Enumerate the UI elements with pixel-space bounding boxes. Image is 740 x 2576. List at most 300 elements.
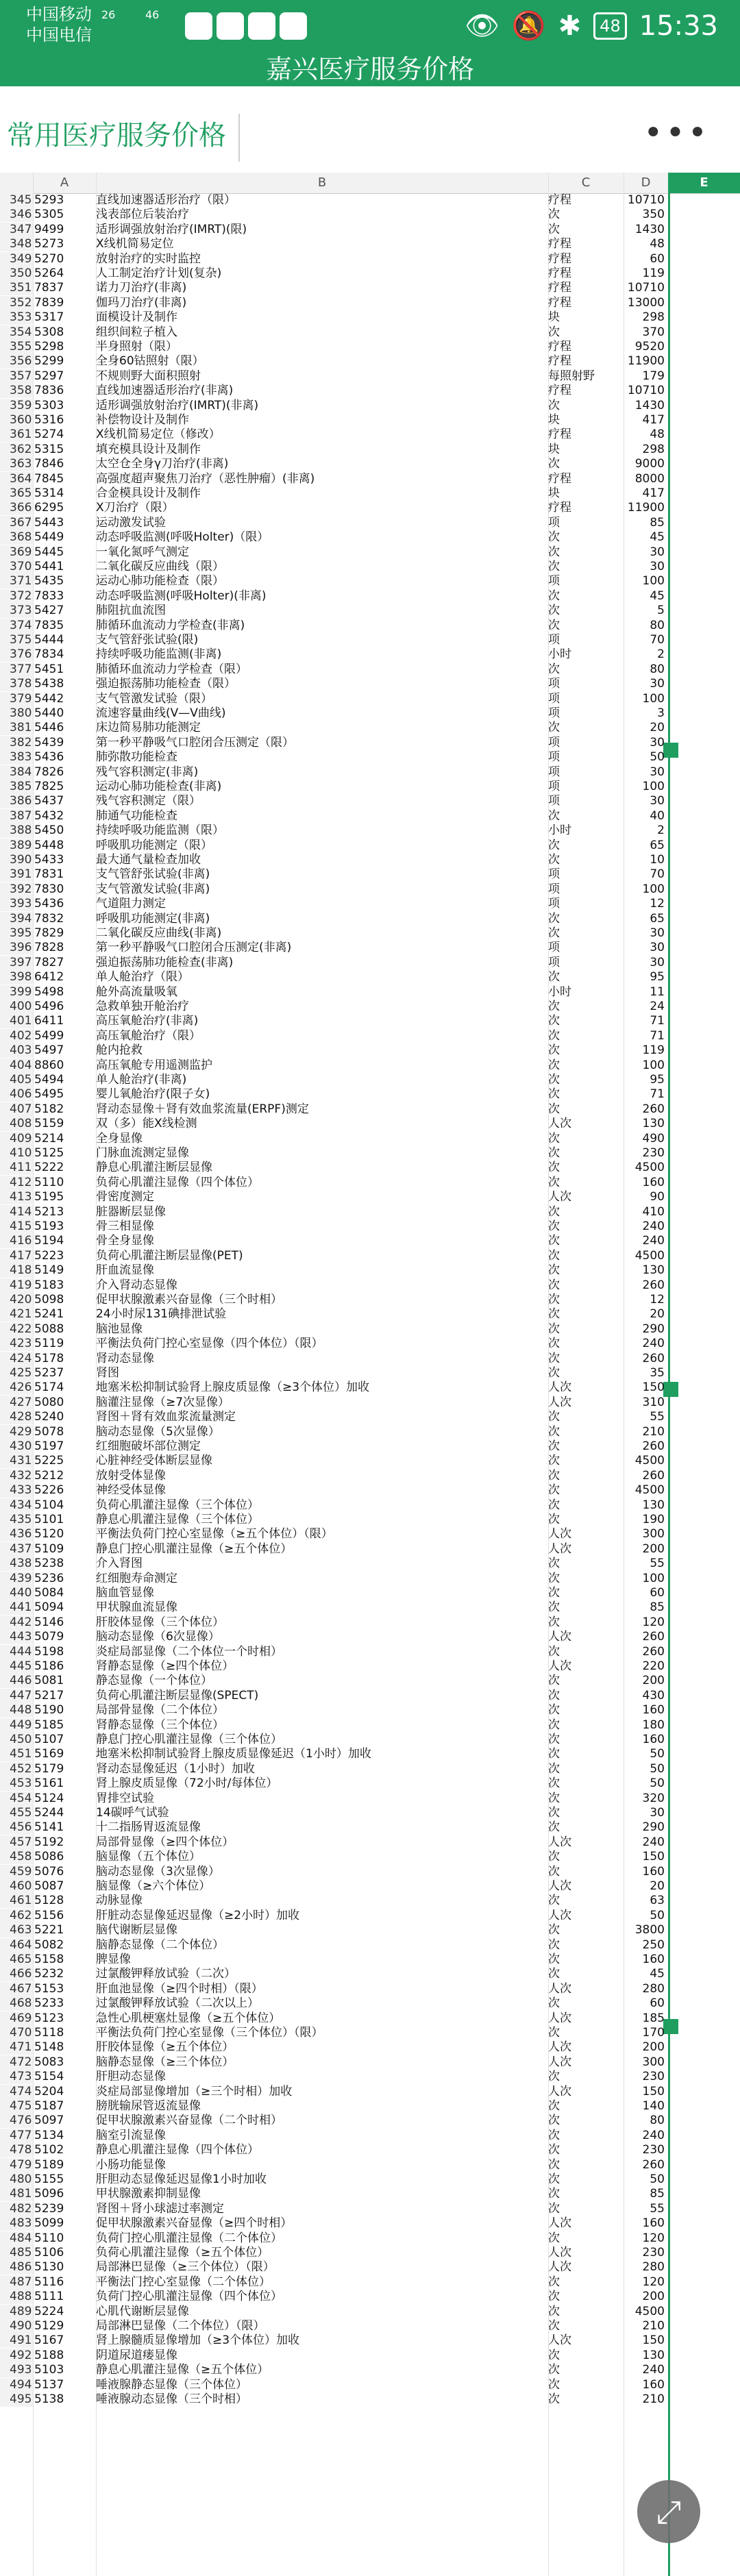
cell-code[interactable]: 5098 bbox=[34, 1293, 64, 1306]
table-row[interactable] bbox=[0, 1645, 740, 1659]
cell-unit[interactable]: 疗程 bbox=[548, 428, 571, 442]
cell-unit[interactable]: 次 bbox=[548, 1087, 560, 1102]
table-row[interactable] bbox=[0, 956, 740, 970]
cell-price[interactable]: 30 bbox=[650, 545, 665, 559]
cell-price[interactable]: 50 bbox=[650, 1776, 665, 1791]
cell-code[interactable]: 5299 bbox=[34, 354, 64, 369]
cell-code[interactable]: 5101 bbox=[34, 1513, 64, 1526]
table-row[interactable] bbox=[0, 1879, 740, 1894]
table-row[interactable] bbox=[0, 1337, 740, 1351]
table-row[interactable] bbox=[0, 1073, 740, 1087]
cell-code[interactable]: 5450 bbox=[34, 823, 64, 838]
cell-price[interactable]: 240 bbox=[642, 1835, 665, 1849]
cell-unit[interactable]: 人次 bbox=[548, 1981, 571, 1996]
cell-code[interactable]: 5111 bbox=[34, 2290, 64, 2304]
cell-unit[interactable]: 次 bbox=[548, 1146, 560, 1160]
cell-item-name[interactable]: 肺阻抗血流图 bbox=[96, 604, 166, 618]
cell-code[interactable]: 5110 bbox=[34, 1175, 64, 1189]
cell-price[interactable]: 55 bbox=[650, 1557, 665, 1571]
cell-unit[interactable]: 次 bbox=[548, 1806, 560, 1820]
table-row[interactable] bbox=[0, 1161, 740, 1175]
table-row[interactable] bbox=[0, 2026, 740, 2040]
cell-code[interactable]: 5221 bbox=[34, 1923, 64, 1937]
cell-price[interactable]: 150 bbox=[642, 1850, 665, 1864]
table-row[interactable] bbox=[0, 2363, 740, 2377]
table-row[interactable] bbox=[0, 706, 740, 721]
cell-code[interactable]: 5264 bbox=[34, 267, 64, 280]
table-row[interactable] bbox=[0, 647, 740, 662]
cell-price[interactable]: 20 bbox=[650, 1307, 665, 1322]
cell-price[interactable]: 2 bbox=[657, 823, 665, 838]
cell-item-name[interactable]: 负荷心肌灌注显像（≥五个体位） bbox=[96, 2246, 269, 2259]
cell-price[interactable]: 4500 bbox=[634, 1454, 665, 1468]
cell-code[interactable]: 5183 bbox=[34, 1278, 64, 1292]
cell-code[interactable]: 5232 bbox=[34, 1967, 64, 1981]
cell-item-name[interactable]: 唾液腺动态显像（三个时相） bbox=[96, 2392, 247, 2406]
table-row[interactable] bbox=[0, 839, 740, 853]
cell-price[interactable]: 120 bbox=[642, 2275, 665, 2289]
cell-unit[interactable]: 次 bbox=[548, 1820, 560, 1835]
cell-price[interactable]: 90 bbox=[650, 1190, 665, 1204]
cell-unit[interactable]: 次 bbox=[548, 1498, 560, 1512]
cell-price[interactable]: 230 bbox=[642, 1146, 665, 1160]
cell-unit[interactable]: 人次 bbox=[548, 1908, 571, 1922]
table-row[interactable] bbox=[0, 1219, 740, 1234]
table-row[interactable] bbox=[0, 2070, 740, 2084]
cell-unit[interactable]: 次 bbox=[548, 1776, 560, 1791]
cell-code[interactable]: 5187 bbox=[34, 2099, 64, 2113]
cell-unit[interactable]: 次 bbox=[548, 2114, 560, 2128]
table-row[interactable] bbox=[0, 574, 740, 589]
cell-price[interactable]: 130 bbox=[642, 2348, 665, 2362]
table-row[interactable] bbox=[0, 1058, 740, 1073]
cell-item-name[interactable]: 炎症局部显像增加（≥三个时相）加收 bbox=[96, 2084, 293, 2098]
cell-code[interactable]: 5303 bbox=[34, 398, 64, 412]
cell-item-name[interactable]: 局部淋巴显像（二个体位）（限） bbox=[96, 2319, 265, 2333]
cell-price[interactable]: 370 bbox=[642, 325, 665, 339]
cell-item-name[interactable]: 人工制定治疗计划(复杂) bbox=[96, 267, 222, 280]
cell-unit[interactable]: 次 bbox=[548, 1615, 560, 1629]
cell-item-name[interactable]: 强迫振荡肺功能检查（限） bbox=[96, 677, 236, 691]
cell-price[interactable]: 50 bbox=[650, 2172, 665, 2186]
table-row[interactable] bbox=[0, 1865, 740, 1879]
cell-item-name[interactable]: 肾动态显像延迟（1小时）加收 bbox=[96, 1761, 255, 1776]
table-row[interactable] bbox=[0, 2246, 740, 2260]
cell-item-name[interactable]: 肝胆动态显像延迟显像1小时加收 bbox=[96, 2172, 267, 2186]
cell-unit[interactable]: 次 bbox=[548, 1043, 560, 1058]
cell-price[interactable]: 185 bbox=[642, 2011, 665, 2025]
cell-item-name[interactable]: 持续呼吸功能监测（限） bbox=[96, 823, 224, 838]
cell-code[interactable]: 7831 bbox=[34, 867, 64, 882]
cell-price[interactable]: 417 bbox=[642, 486, 665, 500]
cell-code[interactable]: 5086 bbox=[34, 1850, 64, 1864]
table-row[interactable] bbox=[0, 2187, 740, 2201]
cell-price[interactable]: 260 bbox=[642, 1439, 665, 1453]
cell-item-name[interactable]: X刀治疗（限） bbox=[96, 501, 174, 515]
table-row[interactable] bbox=[0, 1615, 740, 1630]
cell-price[interactable]: 71 bbox=[650, 1014, 665, 1028]
cell-code[interactable]: 5435 bbox=[34, 574, 64, 589]
cell-code[interactable]: 5116 bbox=[34, 2275, 64, 2289]
cell-unit[interactable]: 次 bbox=[548, 1557, 560, 1571]
cell-price[interactable]: 20 bbox=[650, 1879, 665, 1893]
cell-price[interactable]: 40 bbox=[650, 808, 665, 823]
cell-price[interactable]: 100 bbox=[642, 780, 665, 793]
cell-item-name[interactable]: 肾图 bbox=[96, 1366, 119, 1380]
cell-unit[interactable]: 次 bbox=[548, 1410, 560, 1424]
table-row[interactable] bbox=[0, 1703, 740, 1718]
cell-price[interactable]: 8000 bbox=[634, 471, 665, 486]
table-row[interactable] bbox=[0, 1747, 740, 1761]
cell-item-name[interactable]: 红细胞破坏部位测定 bbox=[96, 1439, 201, 1453]
table-row[interactable] bbox=[0, 369, 740, 384]
cell-unit[interactable]: 次 bbox=[548, 1351, 560, 1365]
cell-unit[interactable]: 次 bbox=[548, 1571, 560, 1585]
cell-code[interactable]: 5182 bbox=[34, 1102, 64, 1116]
cell-price[interactable]: 190 bbox=[642, 1513, 665, 1526]
cell-code[interactable]: 5153 bbox=[34, 1981, 64, 1996]
cell-code[interactable]: 5233 bbox=[34, 1996, 64, 2011]
cell-price[interactable]: 20 bbox=[650, 721, 665, 735]
cell-item-name[interactable]: 肾上腺髓质显像增加（≥3个体位）加收 bbox=[96, 2333, 300, 2348]
cell-item-name[interactable]: 肺通气功能检查 bbox=[96, 808, 177, 823]
table-row[interactable] bbox=[0, 413, 740, 428]
cell-code[interactable]: 5237 bbox=[34, 1366, 64, 1380]
cell-item-name[interactable]: 支气管激发试验(非离) bbox=[96, 882, 210, 896]
table-row[interactable] bbox=[0, 2114, 740, 2128]
cell-price[interactable]: 200 bbox=[642, 2290, 665, 2304]
table-row[interactable] bbox=[0, 1967, 740, 1981]
cell-price[interactable]: 280 bbox=[642, 2260, 665, 2275]
table-row[interactable] bbox=[0, 1146, 740, 1161]
cell-unit[interactable]: 次 bbox=[548, 1967, 560, 1981]
table-row[interactable] bbox=[0, 1733, 740, 1747]
table-row[interactable] bbox=[0, 1396, 740, 1410]
cell-unit[interactable]: 人次 bbox=[548, 1630, 571, 1644]
cell-code[interactable]: 5138 bbox=[34, 2392, 64, 2406]
cell-item-name[interactable]: 残气容积测定(非离) bbox=[96, 765, 199, 779]
table-row[interactable] bbox=[0, 867, 740, 882]
cell-price[interactable]: 50 bbox=[650, 1761, 665, 1776]
cell-price[interactable]: 10710 bbox=[627, 281, 665, 295]
cell-code[interactable]: 5305 bbox=[34, 208, 64, 222]
cell-unit[interactable]: 人次 bbox=[548, 2260, 571, 2275]
table-row[interactable] bbox=[0, 1850, 740, 1864]
cell-unit[interactable]: 次 bbox=[548, 1293, 560, 1306]
cell-price[interactable]: 160 bbox=[642, 2216, 665, 2231]
table-row[interactable] bbox=[0, 1117, 740, 1131]
table-row[interactable] bbox=[0, 2143, 740, 2157]
cell-unit[interactable]: 次 bbox=[548, 1483, 560, 1498]
cell-code[interactable]: 7825 bbox=[34, 780, 64, 793]
cell-item-name[interactable]: 脑静态显像（≥三个体位） bbox=[96, 2055, 234, 2069]
cell-code[interactable]: 6411 bbox=[34, 1014, 64, 1028]
cell-price[interactable]: 200 bbox=[642, 1541, 665, 1556]
cell-unit[interactable]: 次 bbox=[548, 1337, 560, 1351]
table-row[interactable] bbox=[0, 1352, 740, 1366]
table-row[interactable] bbox=[0, 486, 740, 501]
cell-item-name[interactable]: 负荷门控心肌灌注显像（二个体位） bbox=[96, 2231, 282, 2245]
cell-price[interactable]: 240 bbox=[642, 2363, 665, 2377]
cell-unit[interactable]: 人次 bbox=[548, 1190, 571, 1204]
cell-price[interactable]: 298 bbox=[642, 442, 665, 456]
cell-price[interactable]: 290 bbox=[642, 1820, 665, 1835]
cell-unit[interactable]: 次 bbox=[548, 1131, 560, 1145]
table-row[interactable] bbox=[0, 1029, 740, 1043]
cell-price[interactable]: 65 bbox=[650, 838, 665, 852]
cell-unit[interactable]: 项 bbox=[548, 515, 560, 530]
cell-code[interactable]: 5448 bbox=[34, 838, 64, 852]
cell-item-name[interactable]: 面模设计及制作 bbox=[96, 310, 177, 325]
cell-unit[interactable]: 次 bbox=[548, 1996, 560, 2011]
cell-unit[interactable]: 项 bbox=[548, 765, 560, 779]
cell-item-name[interactable]: 脑代谢断层显像 bbox=[96, 1923, 177, 1937]
cell-unit[interactable]: 次 bbox=[548, 2157, 560, 2172]
cell-unit[interactable]: 疗程 bbox=[548, 237, 571, 251]
column-header-b[interactable]: B bbox=[96, 173, 549, 193]
cell-item-name[interactable]: 炎症局部显像（二个体位一个时相） bbox=[96, 1644, 282, 1659]
cell-price[interactable]: 24 bbox=[650, 1000, 665, 1013]
cell-unit[interactable]: 次 bbox=[548, 2231, 560, 2245]
cell-item-name[interactable]: 小肠功能显像 bbox=[96, 2157, 166, 2172]
cell-price[interactable]: 230 bbox=[642, 2070, 665, 2084]
cell-unit[interactable]: 次 bbox=[548, 589, 560, 603]
cell-price[interactable]: 260 bbox=[642, 1102, 665, 1116]
cell-unit[interactable]: 次 bbox=[548, 530, 560, 545]
cell-price[interactable]: 160 bbox=[642, 1953, 665, 1966]
cell-code[interactable]: 8860 bbox=[34, 1058, 64, 1072]
cell-price[interactable]: 300 bbox=[642, 1527, 665, 1541]
table-row[interactable] bbox=[0, 2333, 740, 2348]
cell-unit[interactable]: 次 bbox=[548, 2070, 560, 2084]
table-row[interactable] bbox=[0, 765, 740, 780]
cell-code[interactable]: 5189 bbox=[34, 2157, 64, 2172]
table-row[interactable] bbox=[0, 1938, 740, 1953]
cell-price[interactable]: 80 bbox=[650, 618, 665, 632]
cell-unit[interactable]: 项 bbox=[548, 780, 560, 793]
cell-price[interactable]: 240 bbox=[642, 1219, 665, 1233]
cell-code[interactable]: 5148 bbox=[34, 2040, 64, 2055]
cell-price[interactable]: 10710 bbox=[627, 193, 665, 207]
cell-unit[interactable]: 项 bbox=[548, 677, 560, 691]
cell-item-name[interactable]: 肾动态显像 bbox=[96, 1351, 154, 1365]
cell-price[interactable]: 430 bbox=[642, 1688, 665, 1702]
cell-unit[interactable]: 次 bbox=[548, 662, 560, 676]
table-row[interactable] bbox=[0, 1513, 740, 1527]
cell-code[interactable]: 5495 bbox=[34, 1087, 64, 1102]
cell-item-name[interactable]: 静息心肌灌注断层显像 bbox=[96, 1161, 212, 1175]
cell-item-name[interactable]: 高强度超声聚焦刀治疗（恶性肿瘤）(非离) bbox=[96, 471, 315, 486]
cell-item-name[interactable]: 婴儿氧舱治疗(限子女) bbox=[96, 1087, 210, 1102]
table-row[interactable] bbox=[0, 2392, 740, 2407]
cell-item-name[interactable]: 地塞米松抑制试验肾上腺皮质显像延迟（1小时）加收 bbox=[96, 1747, 371, 1761]
cell-item-name[interactable]: 直线加速器适形治疗（限） bbox=[96, 193, 236, 207]
cell-code[interactable]: 7834 bbox=[34, 647, 64, 662]
table-row[interactable] bbox=[0, 662, 740, 677]
cell-code[interactable]: 5119 bbox=[34, 1337, 64, 1351]
cell-price[interactable]: 240 bbox=[642, 1234, 665, 1248]
table-row[interactable] bbox=[0, 2305, 740, 2319]
table-row[interactable] bbox=[0, 530, 740, 545]
cell-unit[interactable]: 次 bbox=[548, 398, 560, 412]
corner-cell[interactable] bbox=[0, 173, 34, 193]
cell-price[interactable]: 30 bbox=[650, 765, 665, 779]
cell-code[interactable]: 7846 bbox=[34, 457, 64, 471]
cell-price[interactable]: 85 bbox=[650, 515, 665, 530]
cell-item-name[interactable]: 急性心肌梗塞灶显像（≥五个体位） bbox=[96, 2011, 281, 2025]
cell-price[interactable]: 260 bbox=[642, 2157, 665, 2172]
cell-price[interactable]: 100 bbox=[642, 1571, 665, 1585]
cell-unit[interactable]: 次 bbox=[548, 325, 560, 339]
cell-item-name[interactable]: 肾动态显像＋肾有效血浆流量(ERPF)测定 bbox=[96, 1102, 309, 1116]
cell-price[interactable]: 210 bbox=[642, 2319, 665, 2333]
cell-price[interactable]: 11900 bbox=[627, 354, 665, 369]
cell-item-name[interactable]: 脑动态显像（3次显像） bbox=[96, 1864, 220, 1879]
table-row[interactable] bbox=[0, 354, 740, 369]
cell-unit[interactable]: 次 bbox=[548, 1058, 560, 1072]
cell-code[interactable]: 5195 bbox=[34, 1190, 64, 1204]
cell-price[interactable]: 11900 bbox=[627, 501, 665, 515]
cell-code[interactable]: 5130 bbox=[34, 2260, 64, 2275]
cell-unit[interactable]: 次 bbox=[548, 1278, 560, 1292]
cell-code[interactable]: 5451 bbox=[34, 662, 64, 676]
cell-item-name[interactable]: 肺循环血流动力学检查(非离) bbox=[96, 618, 245, 632]
cell-unit[interactable]: 次 bbox=[548, 1513, 560, 1526]
cell-price[interactable]: 5 bbox=[657, 604, 665, 618]
cell-code[interactable]: 7828 bbox=[34, 941, 64, 955]
table-row[interactable] bbox=[0, 970, 740, 984]
cell-item-name[interactable]: 肺弥散功能检查 bbox=[96, 750, 177, 765]
cell-unit[interactable]: 项 bbox=[548, 706, 560, 720]
cell-item-name[interactable]: 气道阻力测定 bbox=[96, 897, 166, 911]
cell-code[interactable]: 5118 bbox=[34, 2026, 64, 2040]
cell-item-name[interactable]: 负荷门控心肌灌注显像（四个体位） bbox=[96, 2290, 282, 2304]
cell-price[interactable]: 350 bbox=[642, 208, 665, 222]
cell-code[interactable]: 7836 bbox=[34, 384, 64, 398]
cell-unit[interactable]: 次 bbox=[548, 618, 560, 632]
cell-price[interactable]: 50 bbox=[650, 1908, 665, 1922]
table-row[interactable] bbox=[0, 1307, 740, 1322]
cell-code[interactable]: 5445 bbox=[34, 545, 64, 559]
cell-unit[interactable]: 次 bbox=[548, 1864, 560, 1879]
table-row[interactable] bbox=[0, 589, 740, 604]
cell-price[interactable]: 100 bbox=[642, 574, 665, 589]
cell-code[interactable]: 7835 bbox=[34, 618, 64, 632]
cell-price[interactable]: 310 bbox=[642, 1395, 665, 1409]
cell-item-name[interactable]: 脑血管显像 bbox=[96, 1586, 154, 1600]
cell-code[interactable]: 5437 bbox=[34, 794, 64, 808]
table-row[interactable] bbox=[0, 677, 740, 691]
cell-unit[interactable]: 次 bbox=[548, 2377, 560, 2392]
cell-code[interactable]: 5084 bbox=[34, 1586, 64, 1600]
cell-unit[interactable]: 次 bbox=[548, 1747, 560, 1761]
cell-item-name[interactable]: 高压氧舱治疗（限） bbox=[96, 1028, 201, 1043]
cell-code[interactable]: 5315 bbox=[34, 442, 64, 456]
cell-code[interactable]: 7827 bbox=[34, 955, 64, 969]
cell-item-name[interactable]: 负荷心肌灌注显像（四个体位） bbox=[96, 1175, 259, 1189]
cell-unit[interactable]: 次 bbox=[548, 1761, 560, 1776]
cell-code[interactable]: 5178 bbox=[34, 1351, 64, 1365]
cell-price[interactable]: 260 bbox=[642, 1468, 665, 1483]
cell-price[interactable]: 48 bbox=[650, 237, 665, 251]
cell-unit[interactable]: 次 bbox=[548, 2172, 560, 2186]
cell-item-name[interactable]: 脑动态显像（5次显像） bbox=[96, 1424, 220, 1439]
cell-price[interactable]: 55 bbox=[650, 2201, 665, 2216]
cell-unit[interactable]: 疗程 bbox=[548, 354, 571, 369]
cell-item-name[interactable]: 适形调强放射治疗(IMRT)(非离) bbox=[96, 398, 259, 412]
table-row[interactable] bbox=[0, 223, 740, 237]
cell-unit[interactable]: 项 bbox=[548, 633, 560, 647]
cell-unit[interactable]: 人次 bbox=[548, 2011, 571, 2025]
cell-price[interactable]: 210 bbox=[642, 2392, 665, 2406]
cell-item-name[interactable]: 心肌代谢断层显像 bbox=[96, 2304, 189, 2318]
cell-item-name[interactable]: 填充模具设计及制作 bbox=[96, 442, 201, 456]
cell-unit[interactable]: 次 bbox=[548, 926, 560, 940]
cell-price[interactable]: 4500 bbox=[634, 1483, 665, 1498]
cell-unit[interactable]: 次 bbox=[548, 1102, 560, 1116]
table-row[interactable] bbox=[0, 457, 740, 471]
cell-price[interactable]: 63 bbox=[650, 1894, 665, 1908]
cell-item-name[interactable]: 单人舱治疗（限） bbox=[96, 970, 189, 984]
cell-unit[interactable]: 块 bbox=[548, 442, 560, 456]
table-row[interactable] bbox=[0, 2129, 740, 2143]
cell-unit[interactable]: 次 bbox=[548, 2319, 560, 2333]
cell-code[interactable]: 5099 bbox=[34, 2216, 64, 2231]
table-row[interactable] bbox=[0, 926, 740, 941]
table-row[interactable] bbox=[0, 2319, 740, 2333]
cell-unit[interactable]: 疗程 bbox=[548, 501, 571, 515]
cell-price[interactable]: 12 bbox=[650, 897, 665, 911]
table-row[interactable] bbox=[0, 1205, 740, 1219]
cell-unit[interactable]: 次 bbox=[548, 1703, 560, 1718]
cell-price[interactable]: 260 bbox=[642, 1351, 665, 1365]
cell-code[interactable]: 5441 bbox=[34, 560, 64, 573]
table-row[interactable] bbox=[0, 1043, 740, 1058]
cell-price[interactable]: 150 bbox=[642, 1380, 665, 1395]
cell-price[interactable]: 3 bbox=[657, 706, 665, 720]
cell-price[interactable]: 30 bbox=[650, 1806, 665, 1820]
cell-item-name[interactable]: 静态显像（一个体位） bbox=[96, 1674, 212, 1688]
cell-price[interactable]: 60 bbox=[650, 1586, 665, 1600]
cell-code[interactable]: 5224 bbox=[34, 2304, 64, 2318]
cell-unit[interactable]: 人次 bbox=[548, 1835, 571, 1849]
cell-unit[interactable]: 人次 bbox=[548, 2216, 571, 2231]
cell-item-name[interactable]: 肺循环血流动力学检查（限） bbox=[96, 662, 247, 676]
table-row[interactable] bbox=[0, 2216, 740, 2231]
cell-unit[interactable]: 人次 bbox=[548, 2084, 571, 2098]
table-row[interactable] bbox=[0, 1923, 740, 1937]
cell-price[interactable]: 4500 bbox=[634, 2304, 665, 2318]
table-row[interactable] bbox=[0, 780, 740, 794]
cell-item-name[interactable]: 骨三相显像 bbox=[96, 1219, 154, 1233]
table-row[interactable] bbox=[0, 1527, 740, 1541]
cell-code[interactable]: 7839 bbox=[34, 295, 64, 310]
cell-price[interactable]: 95 bbox=[650, 1073, 665, 1087]
cell-item-name[interactable]: 负荷心肌灌注断层显像(PET) bbox=[96, 1248, 243, 1263]
cell-unit[interactable]: 次 bbox=[548, 1424, 560, 1439]
table-row[interactable] bbox=[0, 692, 740, 706]
table-row[interactable] bbox=[0, 1132, 740, 1146]
cell-price[interactable]: 160 bbox=[642, 1175, 665, 1189]
table-row[interactable] bbox=[0, 2275, 740, 2290]
cell-code[interactable]: 5097 bbox=[34, 2114, 64, 2128]
cell-price[interactable]: 85 bbox=[650, 1600, 665, 1615]
cell-item-name[interactable]: 肾静态显像（≥四个体位） bbox=[96, 1659, 234, 1673]
cell-item-name[interactable]: 肾图＋肾有效血浆流量测定 bbox=[96, 1410, 236, 1424]
cell-unit[interactable]: 项 bbox=[548, 794, 560, 808]
cell-unit[interactable]: 人次 bbox=[548, 2246, 571, 2259]
cell-code[interactable]: 5239 bbox=[34, 2201, 64, 2216]
